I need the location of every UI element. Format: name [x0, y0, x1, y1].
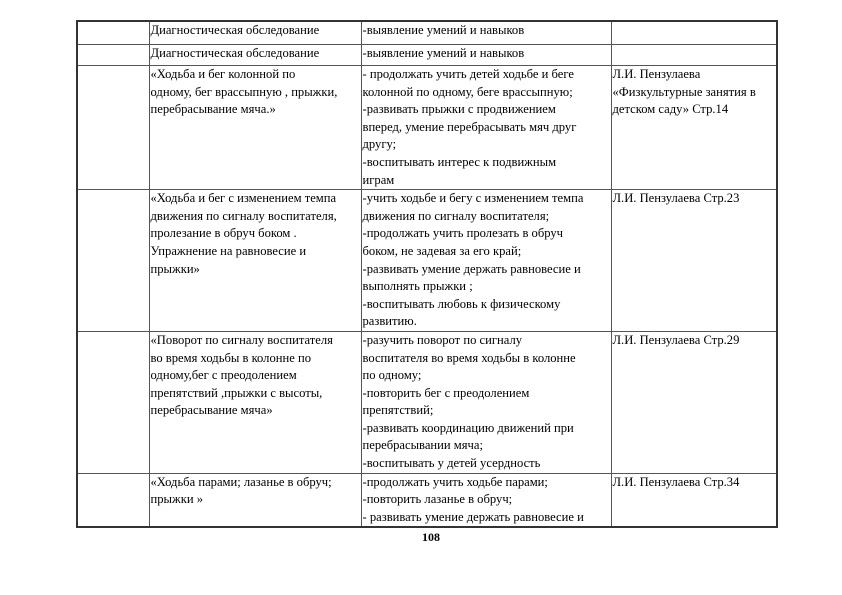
cell-line: во время ходьбы в колонне по	[150, 350, 312, 365]
cell-line: движения по сигналу воспитателя;	[362, 208, 550, 223]
table-row	[77, 45, 777, 66]
cell-line: -развивать умение держать равновесие и	[362, 261, 581, 276]
cell-line: «Поворот по сигналу воспитателя	[150, 332, 333, 347]
table-row	[77, 66, 777, 190]
table-row	[77, 190, 777, 332]
topic-cell	[149, 331, 361, 473]
cell-line: -продолжать учить пролезать в обруч	[362, 226, 564, 241]
table-row	[77, 473, 777, 527]
cell-line: Л.И. Пензулаева Стр.34	[612, 474, 740, 489]
table-row	[77, 21, 777, 45]
page-number: 108	[422, 530, 440, 544]
topic-cell	[149, 190, 361, 332]
cell-line: развитию.	[362, 314, 417, 329]
objectives-cell	[361, 331, 611, 473]
number-cell	[77, 45, 149, 66]
cell-line: играм	[362, 172, 395, 187]
topic-cell	[149, 21, 361, 45]
cell-line: вперед, умение перебрасывать мяч друг	[362, 119, 577, 134]
cell-line: одному, бег врассыпную , прыжки,	[150, 84, 338, 99]
cell-line: перебрасывание мяча»	[150, 403, 273, 418]
number-cell	[77, 473, 149, 527]
topic-cell	[149, 66, 361, 190]
cell-line: Упражнение на равновесие и	[150, 243, 307, 258]
cell-line: движения по сигналу воспитателя,	[150, 208, 337, 223]
objectives-cell	[361, 66, 611, 190]
cell-line: -развивать координацию движений при	[362, 420, 574, 435]
number-cell	[77, 190, 149, 332]
cell-line: детском саду» Стр.14	[612, 102, 729, 117]
cell-line: препятствий ,прыжки с высоты,	[150, 385, 323, 400]
cell-line: «Ходьба парами; лазанье в обруч;	[150, 474, 332, 489]
objectives-cell	[361, 45, 611, 66]
cell-line: Л.И. Пензулаева Стр.29	[612, 332, 740, 347]
objectives-cell	[361, 473, 611, 527]
cell-line: -воспитывать интерес к подвижным	[362, 154, 557, 169]
table-row	[77, 331, 777, 473]
literature-cell	[611, 190, 777, 332]
cell-line: другу;	[362, 137, 397, 152]
literature-cell	[611, 331, 777, 473]
cell-line: -продолжать учить ходьбе парами;	[362, 474, 548, 489]
cell-line: -воспитывать у детей усердность	[362, 456, 541, 471]
number-cell	[77, 331, 149, 473]
cell-line: воспитателя во время ходьбы в колонне	[362, 350, 576, 365]
number-cell	[77, 66, 149, 190]
cell-line: -выявление умений и навыков	[362, 46, 525, 60]
cell-line: -повторить бег с преодолением	[362, 385, 530, 400]
objectives-cell	[361, 190, 611, 332]
cell-line: «Ходьба и бег с изменением темпа	[150, 191, 337, 206]
literature-cell	[611, 473, 777, 527]
cell-line: «Ходьба и бег колонной по	[150, 67, 296, 81]
cell-line: перебрасывание мяча.»	[150, 102, 276, 117]
cell-line: прыжки »	[150, 492, 204, 507]
cell-line: Диагностическая обследование	[150, 23, 320, 37]
cell-line: -выявление умений и навыков	[362, 23, 525, 37]
cell-line: Л.И. Пензулаева Стр.23	[612, 191, 740, 206]
cell-line: -воспитывать любовь к физическому	[362, 296, 561, 311]
cell-line: - развивать умение держать равновесие и	[362, 509, 584, 524]
cell-line: пролезание в обруч боком .	[150, 226, 297, 241]
cell-line: по одному;	[362, 368, 422, 383]
objectives-cell	[361, 21, 611, 45]
cell-line: - продолжать учить детей ходьбе и беге	[362, 67, 574, 81]
literature-cell	[611, 45, 777, 66]
literature-cell	[611, 21, 777, 45]
cell-line: -учить ходьбе и бегу с изменением темпа	[362, 191, 584, 206]
literature-cell	[611, 66, 777, 190]
lesson-plan-table	[76, 20, 778, 528]
cell-line: колонной по одному, беге врассыпную;	[362, 84, 573, 99]
cell-line: прыжки»	[150, 261, 200, 276]
cell-line: Л.И. Пензулаева	[612, 67, 701, 81]
cell-line: «Физкультурные занятия в	[612, 84, 756, 99]
cell-line: одному,бег с преодолением	[150, 368, 297, 383]
cell-line: -развивать прыжки с продвижением	[362, 102, 556, 117]
cell-line: выполнять прыжки ;	[362, 279, 473, 294]
cell-line: Диагностическая обследование	[150, 46, 320, 60]
cell-line: -повторить лазанье в обруч;	[362, 492, 513, 507]
cell-line: -разучить поворот по сигналу	[362, 332, 523, 347]
cell-line: перебрасывании мяча;	[362, 438, 483, 453]
cell-line: препятствий;	[362, 403, 434, 418]
topic-cell	[149, 45, 361, 66]
cell-line: боком, не задевая за его край;	[362, 243, 522, 258]
topic-cell	[149, 473, 361, 527]
number-cell	[77, 21, 149, 45]
